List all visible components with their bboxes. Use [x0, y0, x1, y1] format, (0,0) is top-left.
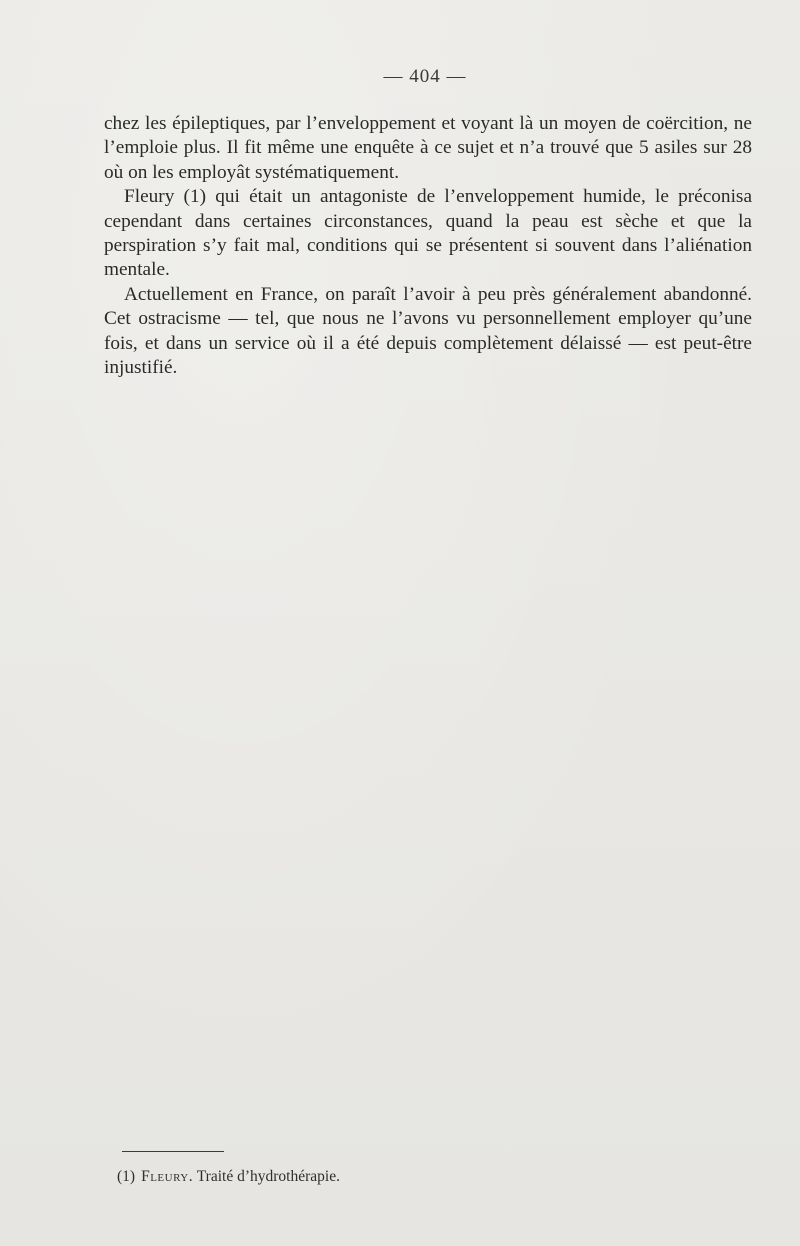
footnote-divider	[122, 1151, 224, 1152]
paragraph: chez les épileptiques, par l’enveloppement et voyant là un moyen de coërcition, ne l’emploie plus. Il fit même une enquête à ce sujet et n’a trouvé que 5 asiles sur 28 où on les employât systématiquement.	[104, 113, 752, 183]
paragraph: Actuellement en France, on paraît l’avoir à peu près généralement abandonné. Cet ostracisme — tel, que nous ne l’avons vu personnellement employer qu’une fois, et dans un service où il a été depuis complètement délaissé — est peut-être injustifié.	[104, 283, 752, 379]
page-number: — 404 —	[383, 66, 467, 87]
footnote	[117, 1168, 340, 1186]
footnote-author: Fleury.	[141, 1168, 194, 1185]
footnote-marker: (1)	[117, 1168, 136, 1185]
body-text	[104, 112, 752, 380]
footnote-title: Traité d’hydrothérapie.	[196, 1168, 340, 1185]
paragraph: Fleury (1) qui était un antagoniste de l’enveloppement humide, le préconisa cependant dans certaines circonstances, quand la peau est sèche et que la perspiration s’y fait mal, conditions qui se présentent si souvent dans l’aliénation mentale.	[104, 186, 752, 281]
